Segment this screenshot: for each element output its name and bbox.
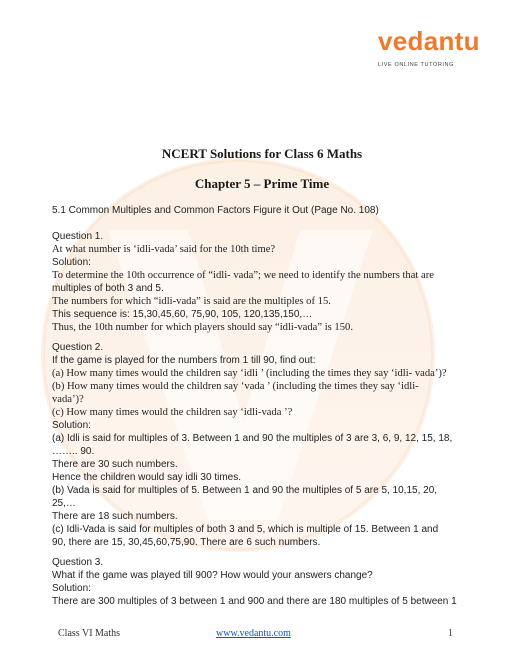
footer-class-label: Class VI Maths bbox=[58, 628, 121, 639]
text-line: (b) How many times would the children say ‘vada ’ (including the times they say ‘idli- bbox=[52, 381, 419, 392]
text-line: Solution: bbox=[52, 583, 91, 594]
text-line: There are 300 multiples of 3 between 1 and 900 and there are 180 multiples of 5 between 1 bbox=[52, 596, 457, 607]
text-line: To determine the 10th occurrence of “idli- vada”; we need to identify the numbers that are bbox=[52, 270, 434, 281]
text-line: (c) Idli-Vada is said for multiples of both 3 and 5, which is multiple of 15. Between 1 and bbox=[52, 524, 439, 535]
text-line: The numbers for which “idli-vada” is said are the multiples of 15. bbox=[52, 296, 331, 307]
text-line: Solution: bbox=[52, 420, 91, 431]
text-line: What if the game was played till 900? How would your answers change? bbox=[52, 570, 373, 581]
chapter-title: Chapter 5 – Prime Time bbox=[194, 176, 330, 191]
text-line: Question 3. bbox=[52, 557, 104, 568]
logo-wordmark: vedantu bbox=[378, 26, 480, 56]
text-line: 25,… bbox=[52, 498, 76, 509]
text-line: 5.1 Common Multiples and Common Factors Figure it Out (Page No. 108) bbox=[52, 205, 379, 216]
text-line: Thus, the 10th number for which players should say “idli-vada” is 150. bbox=[52, 322, 353, 333]
text-line: There are 30 such numbers. bbox=[52, 459, 178, 470]
text-line: 90, there are 15, 30,45,60,75,90. There are 6 such numbers. bbox=[52, 537, 321, 548]
document-title: NCERT Solutions for Class 6 Maths bbox=[161, 146, 363, 161]
text-line: Hence the children would say idli 30 times. bbox=[52, 472, 241, 483]
logo-tagline: LIVE ONLINE TUTORING bbox=[378, 62, 454, 68]
text-line: (c) How many times would the children say ‘idli-vada ’? bbox=[52, 407, 293, 418]
text-line: This sequence is: 15,30,45,60, 75,90, 105, 120,135,150,… bbox=[52, 309, 313, 320]
vedantu-logo bbox=[350, 26, 480, 76]
text-line: vada’)? bbox=[52, 394, 84, 405]
text-line: multiples of both 3 and 5. bbox=[52, 283, 164, 294]
text-line: …….. 90. bbox=[52, 446, 95, 457]
text-line: (a) Idli is said for multiples of 3. Between 1 and 90 the multiples of 3 are 3, 6, 9, 12, 15, 18, bbox=[52, 433, 453, 444]
text-line: Question 2. bbox=[52, 342, 104, 353]
text-line: (b) Vada is said for multiples of 5. Between 1 and 90 the multiples of 5 are 5, 10,15, 20, bbox=[52, 485, 438, 496]
text-line: At what number is ‘idli-vada’ said for the 10th time? bbox=[52, 244, 276, 255]
text-line: There are 18 such numbers. bbox=[52, 511, 178, 522]
page-number: 1 bbox=[448, 628, 453, 639]
text-line: (a) How many times would the children say ‘idli ’ (including the times they say ‘idli- vada’)? bbox=[52, 368, 447, 379]
footer-website-link[interactable]: www.vedantu.com bbox=[216, 628, 291, 639]
text-line: If the game is played for the numbers from 1 till 90, find out: bbox=[52, 355, 316, 366]
text-line: Question 1. bbox=[52, 231, 104, 242]
text-line: Solution: bbox=[52, 257, 91, 268]
